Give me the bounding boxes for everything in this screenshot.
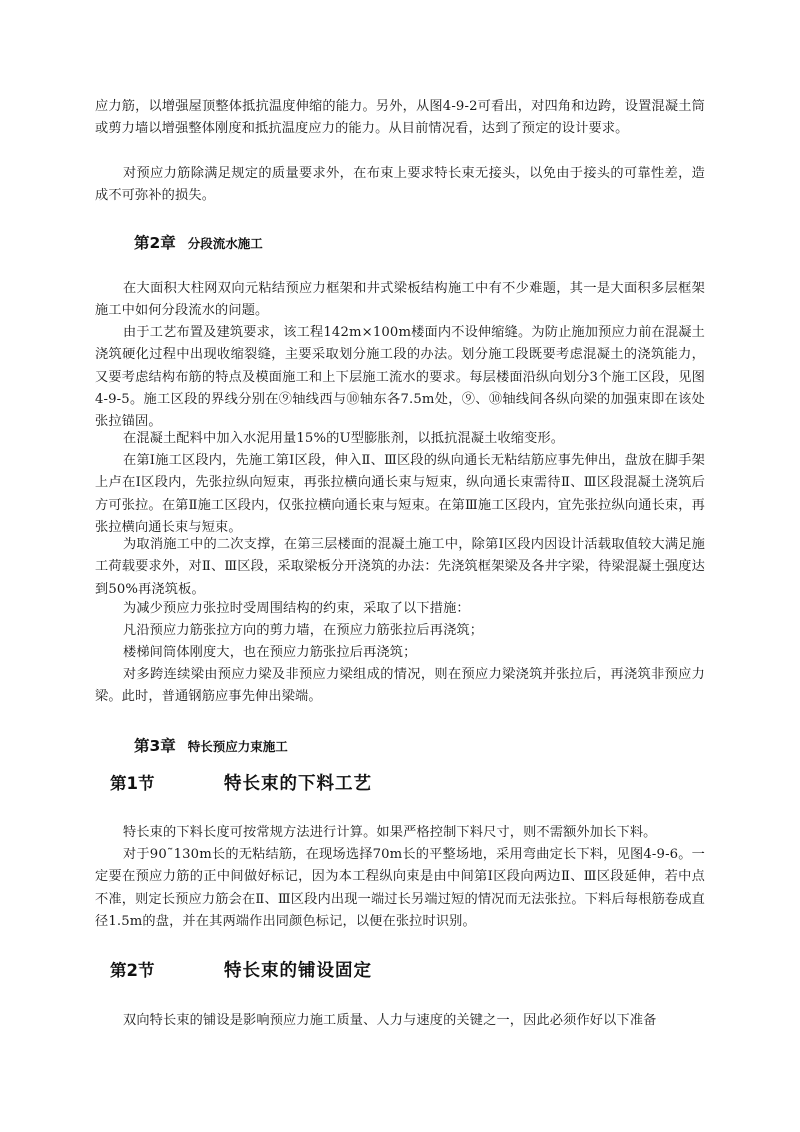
- paragraph-11: 对多跨连续梁由预应力梁及非预应力梁组成的情况，则在预应力梁浇筑并张拉后，再浇筑非预应力梁。此时，普通钢筋应事先伸出梁端。: [95, 667, 705, 705]
- paragraph-1: 应力筋，以增强屋顶整体抵抗温度伸缩的能力。另外，从图4-9-2可看出，对四角和边跨，设置混凝土筒或剪力墙以增强整体刚度和抵抗温度应力的能力。从目前情况看，达到了预定的设计要求。: [95, 99, 705, 137]
- paragraph-9: 凡沿预应力筋张拉方向的剪力墙，在预应力筋张拉后再浇筑；: [123, 623, 484, 638]
- paragraph-4: 由于工艺布置及建筑要求，该工程142m×100m楼面内不设伸缩缝。为防止施加预应力前在混凝土浇筑硬化过程中出现收缩裂缝，主要采取划分施工段的办法。划分施工段既要考虑混凝土的浇筑能力，又要考虑结构布筋的特点及模面施工和上下层施工流水的要求。每层楼面沿纵向划分3个施工区段，见图4-9-5。施工区段的界线分别在⑨轴线西与⑩轴东各7.5m处，⑨、⑩轴线间各纵向梁的加强束即在该处张拉锚固。: [95, 325, 705, 430]
- paragraph-8: 为减少预应力张拉时受周围结构的约束，采取了以下措施：: [123, 601, 470, 616]
- chapter-3-number: 第3章: [134, 737, 176, 755]
- section-2-number: 第2节: [110, 961, 155, 980]
- section-2-title: 特长束的铺设固定: [224, 961, 372, 981]
- chapter-2-number: 第2章: [134, 234, 176, 252]
- section-2-heading: [110, 957, 372, 982]
- paragraph-13: 对于90˜130m长的无粘结筋，在现场选择70m长的平整场地，采用弯曲定长下料，见图4-9-6。一定要在预应力筋的正中间做好标记，因为本工程纵向束是由中间第Ⅰ区段向两边Ⅱ、Ⅲ区段延伸，若中点不准，则定长预应力筋会在Ⅱ、Ⅲ区段内出现一端过长另端过短的情况而无法张拉。下料后每根筋卷成直径1.5m的盘，并在其两端作出同颜色标记，以便在张拉时识别。: [95, 847, 705, 929]
- paragraph-12: 特长束的下料长度可按常规方法进行计算。如果严格控制下料尺寸，则不需额外加长下料。: [123, 825, 657, 840]
- chapter-2-heading: [134, 231, 263, 253]
- chapter-2-title: 分段流水施工: [187, 236, 263, 251]
- chapter-3-heading: [134, 734, 288, 756]
- paragraph-5: 在混凝土配料中加入水泥用量15%的U型膨胀剂，以抵抗混凝土收缩变形。: [123, 431, 565, 446]
- paragraph-6: 在第Ⅰ施工区段内，先施工第Ⅰ区段，伸入Ⅱ、Ⅲ区段的纵向通长无粘结筋应事先伸出，盘放在脚手架上卢在Ⅰ区段内，先张拉纵向短束，再张拉横向通长束与短束，纵向通长束需待Ⅱ、Ⅲ区段混凝土浇筑后方可张拉。在第Ⅱ施工区段内，仅张拉横向通长束与短束。在第Ⅲ施工区段内，宜先张拉纵向通长束，再张拉横向通长束与短束。: [95, 453, 705, 535]
- section-1-number: 第1节: [110, 774, 155, 793]
- chapter-3-title: 特长预应力束施工: [187, 739, 288, 754]
- paragraph-7: 为取消施工中的二次支撑，在第三层楼面的混凝土施工中，除第Ⅰ区段内因设计活载取值较大满足施工荷载要求外，对Ⅱ、Ⅲ区段，采取梁板分开浇筑的办法：先浇筑框架梁及各井字梁，待梁混凝土强度达到50%再浇筑板。: [95, 537, 705, 597]
- paragraph-3: 在大面积大柱网双向元粘结预应力框架和井式梁板结构施工中有不少难题，其一是大面积多层框架施工中如何分段流水的问题。: [95, 281, 705, 319]
- paragraph-14: 双向特长束的铺设是影响预应力施工质量、人力与速度的关键之一，因此必须作好以下准备: [123, 1013, 657, 1028]
- section-1-title: 特长束的下料工艺: [224, 774, 372, 794]
- paragraph-2: 对预应力筋除满足规定的质量要求外，在布束上要求特长束无接头，以免由于接头的可靠性差，造成不可弥补的损失。: [95, 166, 705, 204]
- section-1-heading: [110, 770, 372, 795]
- paragraph-10: 楼梯间筒体刚度大，也在预应力筋张拉后再浇筑；: [123, 645, 417, 660]
